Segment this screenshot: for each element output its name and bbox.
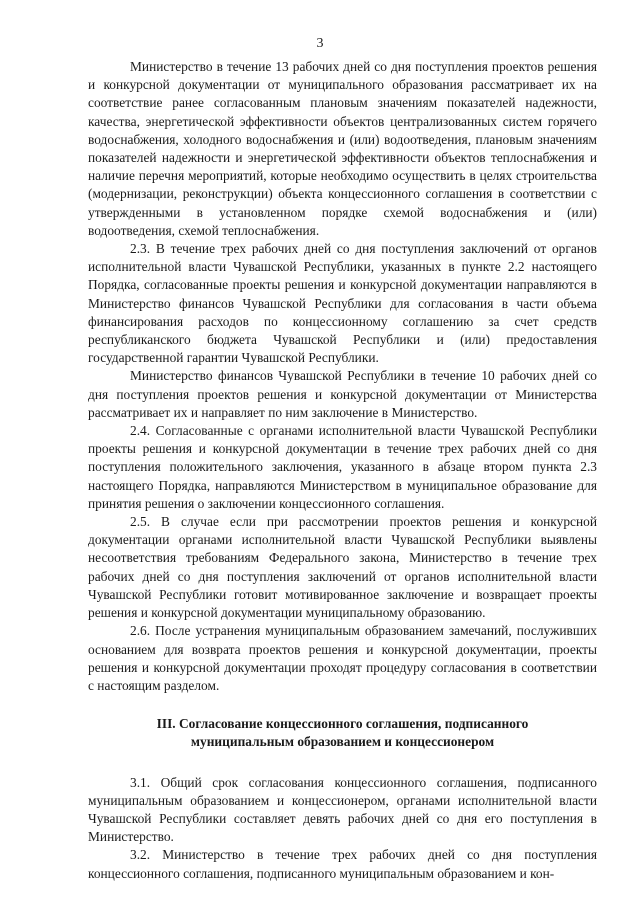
paragraph-2-4: 2.4. Согласованные с органами исполнительной власти Чувашской Республики проекты решения и конкурсной документации в течение трех рабочих дней со дня поступления положительного заключения, указанного в абзаце втором пункта 2.3 настоящего Порядка, направляются Министерством в муниципальное образование для принятия решения о заключении концессионного соглашения. xyxy=(88,423,597,511)
paragraph-2-3: 2.3. В течение трех рабочих дней со дня поступления заключений от органов исполнительной власти Чувашской Республики, указанных в пункте 2.2 настоящего Порядка, согласованные проекты решения и конкурсной документации направляются в Министерство финансов Чувашской Республики для согласования в части объема финансирования расходов по концессионному соглашению за счет средств республиканского бюджета Чувашской Республики и (или) предоставления государственной гарантии Чувашской Республики. xyxy=(88,241,597,366)
paragraph-3-1: 3.1. Общий срок согласования концессионного соглашения, подписанного муниципальным образованием и концессионером, органами исполнительной власти Чувашской Республики составляет девять рабочих дней со дня его поступления в Министерство. xyxy=(88,774,597,845)
document-body xyxy=(88,58,597,883)
paragraph-3-2: 3.2. Министерство в течение трех рабочих дней со дня поступления концессионного соглашения, подписанного муниципальным образованием и кон- xyxy=(88,847,597,881)
paragraph-2-6: 2.6. После устранения муниципальным образованием замечаний, послуживших основанием для возврата проектов решения и конкурсной документации, проекты решения и конкурсной документации проходят процедуру согласования в соответствии с настоящим разделом. xyxy=(88,623,597,693)
paragraph-2-5: 2.5. В случае если при рассмотрении проектов решения и конкурсной документации органами исполнительной власти Чувашской Республики выявлены несоответствия требованиям Федерального закона, Министерство в течение трех рабочих дней со дня поступления заключений от органов исполнительной власти Чувашской Республики готовит мотивированное заключение и возвращает проекты решения и конкурсной документации муниципальному образованию. xyxy=(88,514,597,621)
section-heading-line2: муниципальным образованием и концессионером xyxy=(190,734,495,750)
paragraph-ministry-finance: Министерство финансов Чувашской Республики в течение 10 рабочих дней со дня поступления проектов решения и конкурсной документации от Министерства рассматривает их и направляет по ним заключение в Министерство. xyxy=(88,368,597,420)
section-heading xyxy=(88,715,597,751)
section-heading-line1: III. Согласование концессионного соглашения, подписанного xyxy=(156,716,529,732)
page-number: 3 xyxy=(316,36,324,51)
paragraph-ministry-review: Министерство в течение 13 рабочих дней со дня поступления проектов решения и конкурсной документации от муниципального образования рассматривает их на соответствие ранее согласованным плановым значениям показателей надежности, качества, энергетической эффективности объектов централизованных систем горячего водоснабжения, холодного водоснабжения и (или) водоотведения, плановым значениям показателей надежности и энергетической эффективности объектов теплоснабжения и наличие перечня мероприятий, которые необходимо осуществить в целях строительства (модернизации, реконструкции) объекта концессионного соглашения в соответствии с утвержденными в установленном порядке схемой водоснабжения и (или) водоотведения, схемой теплоснабжения. xyxy=(88,59,597,238)
